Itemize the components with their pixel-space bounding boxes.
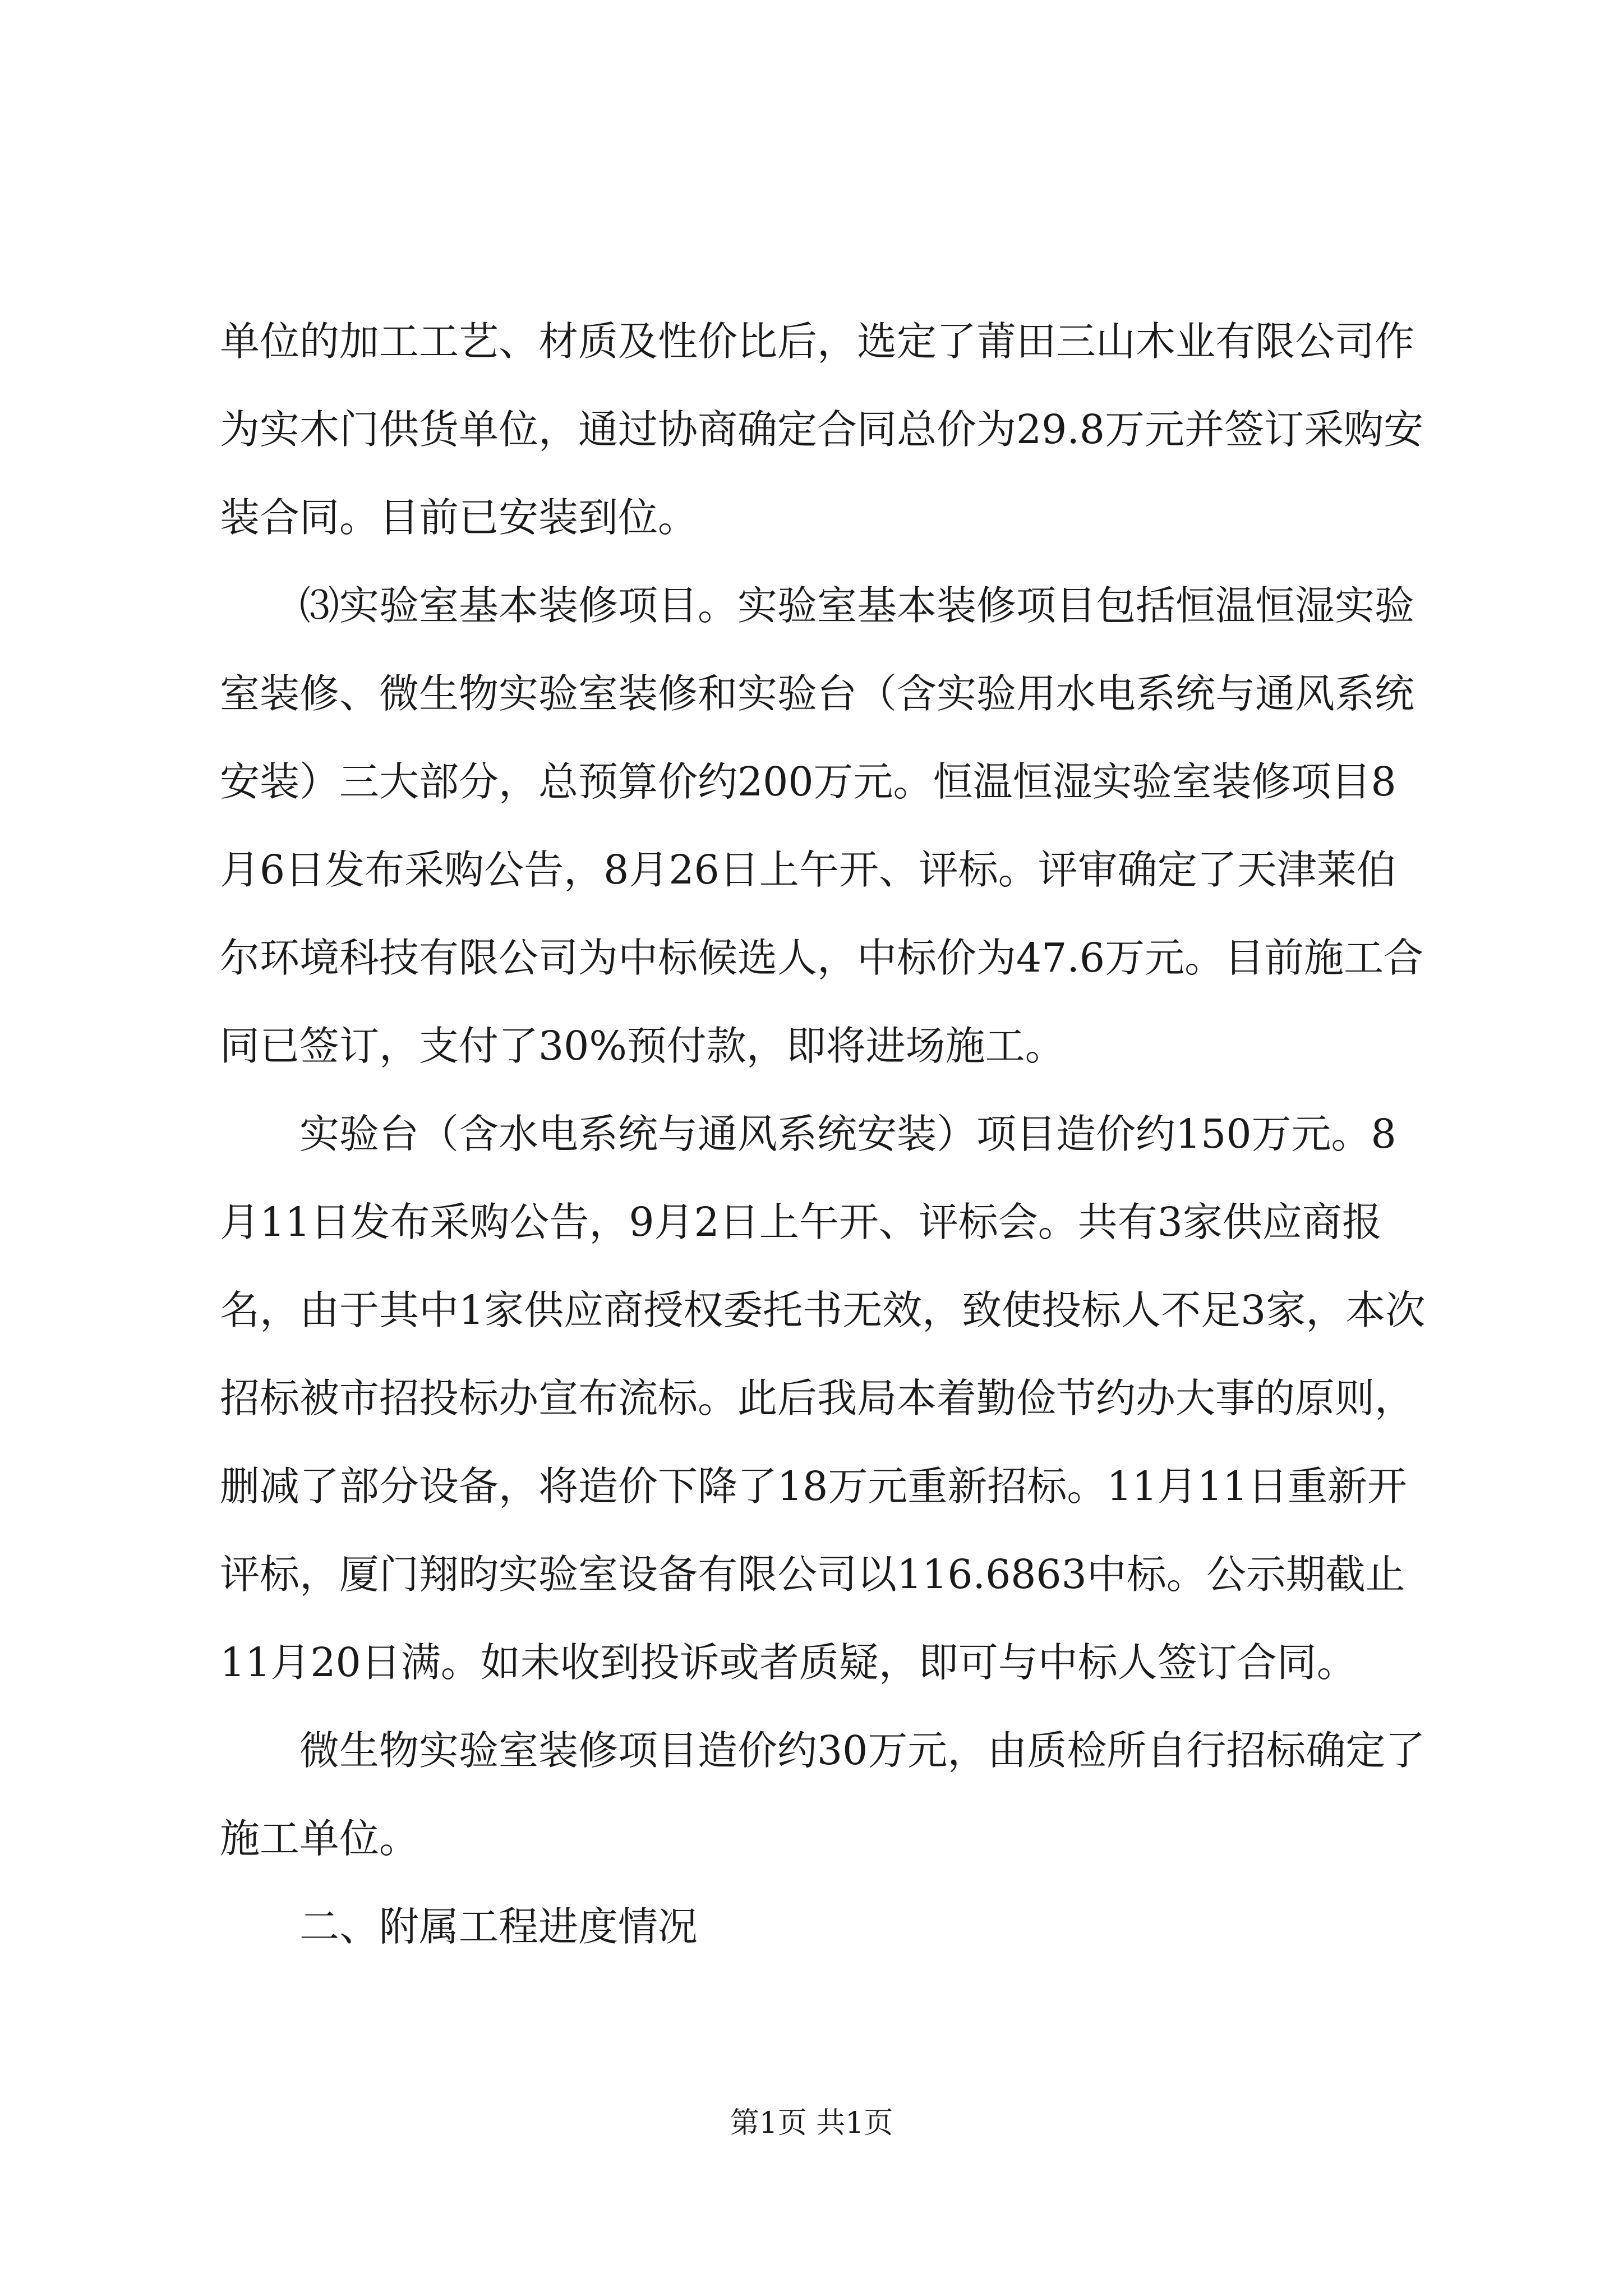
paragraph-continuation: 单位的加工工艺、材质及性价比后，选定了莆田三山木业有限公司作为实木门供货单位，通过协商确定合同总价为29.8万元并签订采购安装合同。目前已安装到位。 (220, 318, 1424, 541)
paragraph-lab-renovation: ⑶实验室基本装修项目。实验室基本装修项目包括恒温恒湿实验室装修、微生物实验室装修和实验台（含实验用水电系统与通风系统安装）三大部分，总预算价约200万元。恒温恒湿实验室装修项目8月6日发布采购公告，8月26日上午开、评标。评审确定了天津莱伯尔环境科技有限公司为中标候选人，中标价为47.6万元。目前施工合同已签订，支付了30%预付款，即将进场施工。 (220, 582, 1424, 1069)
paragraph-microbiology-lab: 微生物实验室装修项目造价约30万元，由质检所自行招标确定了施工单位。 (220, 1727, 1426, 1862)
section-heading: 二、附属工程进度情况 (299, 1903, 698, 1950)
paragraph-lab-bench: 实验台（含水电系统与通风系统安装）项目造价约150万元。8月11日发布采购公告，9月2日上午开、评标会。共有3家供应商报名，由于其中1家供应商授权委托书无效，致使投标人不足3家，本次招标被市招投标办宣布流标。此后我局本着勤俭节约办大事的原则，删减了部分设备，将造价下降了18万元重新招标。11月11日重新开评标，厦门翔昀实验室设备有限公司以116.6863中标。公示期截止11月20日满。如未收到投诉或者质疑，即可与中标人签订合同。 (220, 1111, 1426, 1686)
page-footer: 第1页 共1页 (730, 2106, 893, 2140)
document-body (220, 297, 1426, 1971)
